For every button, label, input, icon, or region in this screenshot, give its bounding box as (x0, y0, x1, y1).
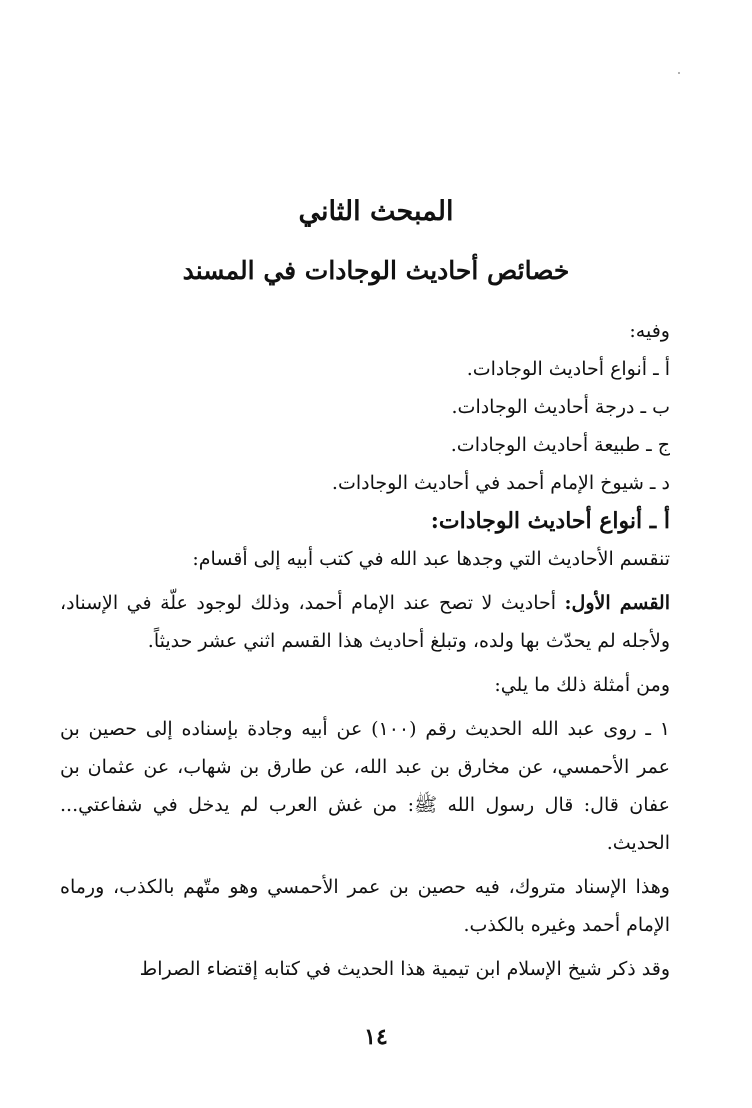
toc-item-c: ج ـ طبيعة أحاديث الوجادات. (450, 434, 670, 456)
section-title: خصائص أحاديث الوجادات في المسند (182, 256, 570, 285)
part-one-label: القسم الأول: (564, 592, 671, 614)
examples-intro: ومن أمثلة ذلك ما يلي: (494, 674, 670, 696)
toc-item-a: أ ـ أنواع أحاديث الوجادات. (466, 358, 670, 380)
page-body (60, 312, 670, 988)
subsection-heading: أ ـ أنواع أحاديث الوجادات: (430, 508, 670, 534)
toc-item-d: د ـ شيوخ الإمام أحمد في أحاديث الوجادات. (331, 472, 670, 494)
scan-speck (678, 72, 680, 74)
closing-paragraph: وقد ذكر شيخ الإسلام ابن تيمية هذا الحديث في كتابه إقتضاء الصراط (139, 958, 670, 980)
page-number: ١٤ (364, 1024, 388, 1050)
toc-item-b: ب ـ درجة أحاديث الوجادات. (451, 396, 670, 418)
example-one-paragraph: ١ ـ روى عبد الله الحديث رقم (١٠٠) عن أبيه وجادة بإسناده إلى حصين بن عمر الأحمسي، عن مخارق بن عبد الله، عن طارق بن شهاب، عن عثمان بن عفان قال: قال رسول الله ﷺ: من غش العرب لم يدخل في شفاعتي... الحديث. (60, 718, 670, 854)
isnad-note-paragraph: وهذا الإسناد متروك، فيه حصين بن عمر الأحمسي وهو متّهم بالكذب، ورماه الإمام أحمد وغيره بالكذب. (60, 876, 670, 936)
part-one-paragraph (60, 584, 670, 660)
intro-text: وفيه: (629, 320, 670, 342)
part-one-text: أحاديث لا تصح عند الإمام أحمد، وذلك لوجود علّة في الإسناد، ولأجله لم يحدّث بها ولده، وتبلغ أحاديث هذا القسم اثني عشر حديثاً. (60, 592, 670, 652)
division-paragraph: تنقسم الأحاديث التي وجدها عبد الله في كتب أبيه إلى أقسام: (192, 548, 670, 570)
chapter-title: المبحث الثاني (298, 196, 454, 227)
